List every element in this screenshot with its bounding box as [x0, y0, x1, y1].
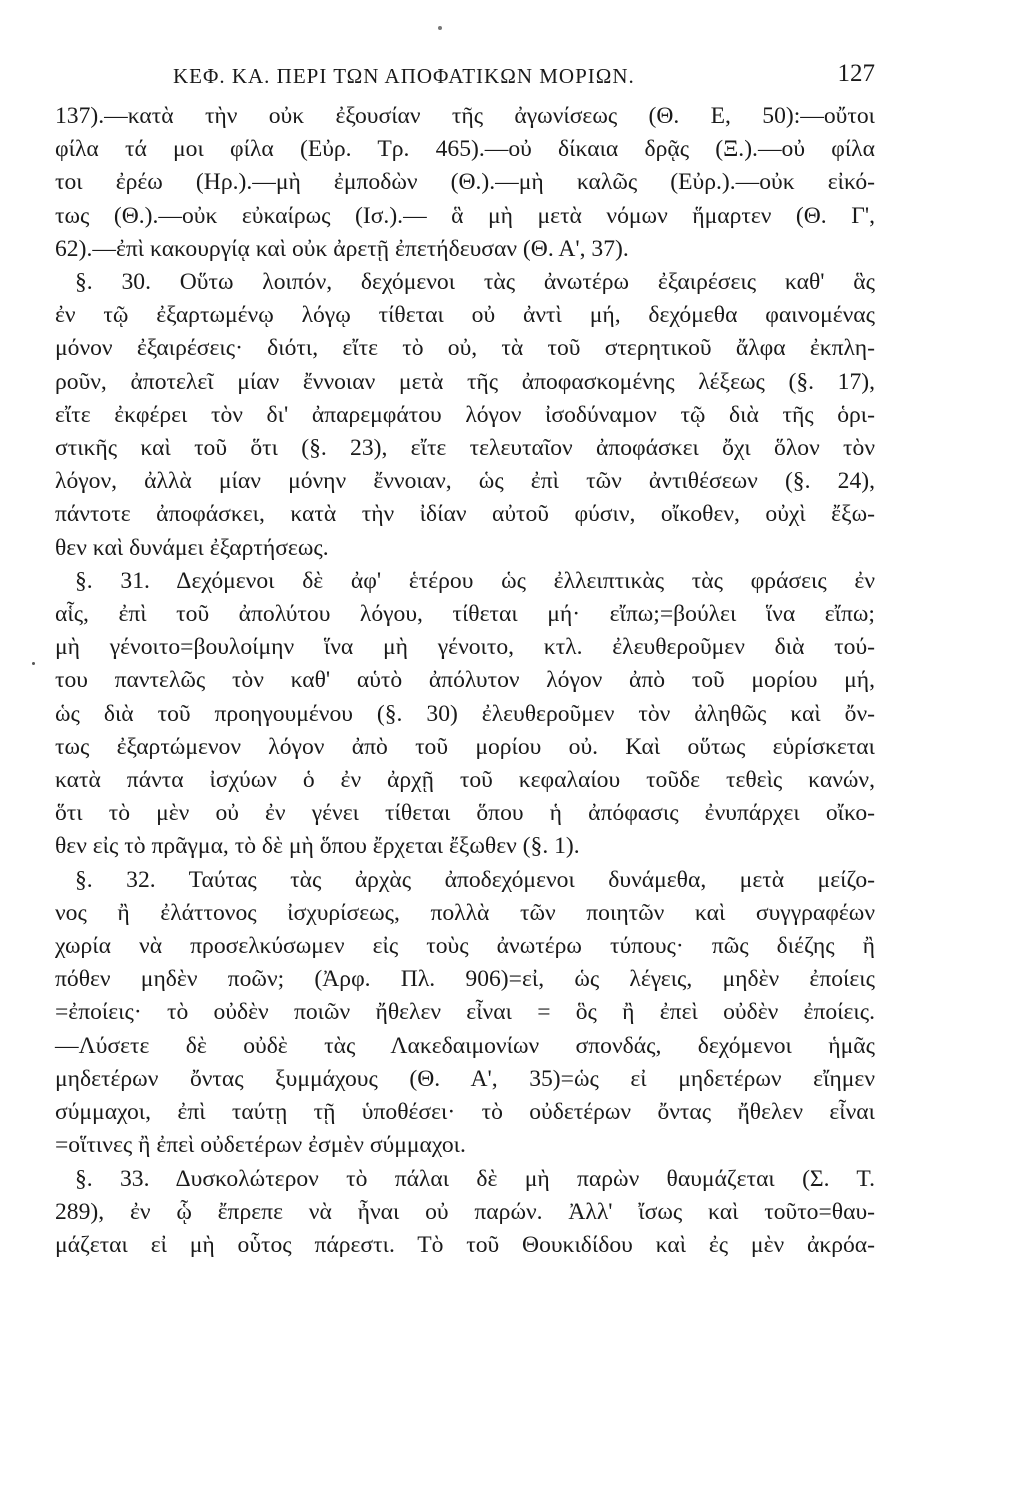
paragraph-start-33: §. 33. Δυσκολώτερον τὸ πάλαι δὲ μὴ παρὼν θαυμάζεται (Σ. Τ.: [75, 1165, 875, 1192]
text-line: πάντοτε ἀποφάσκει, κατὰ τὴν ἰδίαν αὐτοῦ φύσιν, οἴκοθεν, οὐχὶ ἔξω-: [55, 501, 875, 528]
margin-mark: [32, 662, 35, 665]
text-line: =οἵτινες ἢ ἐπεὶ οὐδετέρων ἐσμὲν σύμμαχοι.: [55, 1132, 466, 1159]
text-line: κατὰ πάντα ἰσχύων ὁ ἐν ἀρχῇ τοῦ κεφαλαίου τοῦδε τεθεὶς κανών,: [55, 767, 875, 794]
text-line: αἷς, ἐπὶ τοῦ ἀπολύτου λόγου, τίθεται μή· εἴπω;=βούλει ἵνα εἴπω;: [55, 601, 875, 628]
text-line: του παντελῶς τὸν καθ' αὑτὸ ἀπόλυτον λόγον ἀπὸ τοῦ μορίου μή,: [55, 667, 875, 694]
text-line: 289), ἐν ᾧ ἔπρεπε νὰ ἦναι οὐ παρών. Ἀλλ' ἴσως καὶ τοῦτο=θαυ-: [55, 1198, 875, 1225]
text-line: —Λύσετε δὲ οὐδὲ τὰς Λακεδαιμονίων σπονδάς, δεχόμενοι ἡμᾶς: [55, 1032, 875, 1059]
text-line: λόγον, ἀλλὰ μίαν μόνην ἔννοιαν, ὡς ἐπὶ τῶν ἀντιθέσεων (§. 24),: [55, 468, 875, 495]
text-line: φίλα τά μοι φίλα (Εὐρ. Τρ. 465).—οὐ δίκαια δρᾷς (Ξ.).—οὐ φίλα: [55, 136, 875, 163]
text-line: ροῦν, ἀποτελεῖ μίαν ἔννοιαν μετὰ τῆς ἀποφασκομένης λέξεως (§. 17),: [55, 368, 875, 395]
book-page: [55, 60, 875, 1262]
running-head: [55, 60, 875, 100]
text-line: εἴτε ἐκφέρει τὸν δι' ἀπαρεμφάτου λόγον ἰσοδύναμον τῷ διὰ τῆς ὁρι-: [55, 401, 875, 428]
paragraph-start-31: §. 31. Δεχόμενοι δὲ ἀφ' ἑτέρου ὡς ἐλλειπτικὰς τὰς φράσεις ἐν: [75, 567, 875, 594]
text-line: 62).—ἐπὶ κακουργίᾳ καὶ οὐκ ἀρετῇ ἐπετήδευσαν (Θ. Α', 37).: [55, 235, 629, 262]
text-line: στικῆς καὶ τοῦ ὅτι (§. 23), εἴτε τελευταῖον ἀποφάσκει ὄχι ὅλον τὸν: [55, 435, 875, 462]
text-line: μόνον ἐξαιρέσεις· διότι, εἴτε τὸ οὐ, τὰ τοῦ στερητικοῦ ἄλφα ἐκπλη-: [55, 335, 875, 362]
text-line: σύμμαχοι, ἐπὶ ταύτῃ τῇ ὑποθέσει· τὸ οὐδετέρων ὄντας ἤθελεν εἶναι: [55, 1099, 875, 1126]
text-line: μηδετέρων ὄντας ξυμμάχους (Θ. Α', 35)=ὡς εἰ μηδετέρων εἴημεν: [55, 1065, 875, 1092]
text-line: θεν καὶ δυνάμει ἐξαρτήσεως.: [55, 534, 329, 561]
text-line: θεν εἰς τὸ πρᾶγμα, τὸ δὲ μὴ ὅπου ἔρχεται ἔξωθεν (§. 1).: [55, 833, 580, 860]
text-line: μὴ γένοιτο=βουλοίμην ἵνα μὴ γένοιτο, κτλ. ἐλευθεροῦμεν διὰ τού-: [55, 634, 875, 661]
text-line: ὡς διὰ τοῦ προηγουμένου (§. 30) ἐλευθεροῦμεν τὸν ἀληθῶς καὶ ὄν-: [55, 700, 875, 727]
text-line: τοι ἐρέω (Ηρ.).—μὴ ἐμποδὼν (Θ.).—μὴ καλῶς (Εὐρ.).—οὐκ εἰκό-: [55, 169, 875, 196]
paragraph-start-30: §. 30. Οὕτω λοιπόν, δεχόμενοι τὰς ἀνωτέρω ἐξαιρέσεις καθ' ἃς: [75, 269, 875, 296]
text-line: πόθεν μηδὲν ποῶν; (Ἀρφ. Πλ. 906)=εἰ, ὡς λέγεις, μηδὲν ἐποίεις: [55, 966, 875, 993]
text-line: χωρία νὰ προσελκύσωμεν εἰς τοὺς ἀνωτέρω τύπους· πῶς διέζης ἢ: [55, 933, 875, 960]
text-line: τως ἐξαρτώμενον λόγον ἀπὸ τοῦ μορίου οὐ. Καὶ οὕτως εὑρίσκεται: [55, 733, 875, 760]
text-line: νος ἢ ἐλάττονος ἰσχυρίσεως, πολλὰ τῶν ποιητῶν καὶ συγγραφέων: [55, 899, 875, 926]
paragraph-start-32: §. 32. Ταύτας τὰς ἀρχὰς ἀποδεχόμενοι δυνάμεθα, μετὰ μείζο-: [75, 866, 875, 893]
text-line: =ἐποίεις· τὸ οὐδὲν ποιῶν ἤθελεν εἶναι = ὃς ἢ ἐπεὶ οὐδὲν ἐποίεις.: [55, 999, 875, 1026]
print-speck: [438, 26, 442, 30]
text-line: ὅτι τὸ μὲν οὐ ἐν γένει τίθεται ὅπου ἡ ἀπόφασις ἐνυπάρχει οἴκο-: [55, 800, 875, 827]
text-line: μάζεται εἰ μὴ οὗτος πάρεστι. Τὸ τοῦ Θουκιδίδου καὶ ἐς μὲν ἀκρόα-: [55, 1231, 875, 1258]
text-line: τως (Θ.).—οὐκ εὐκαίρως (Ισ.).— ἃ μὴ μετὰ νόμων ἥμαρτεν (Θ. Γ',: [55, 202, 875, 229]
page-number: 127: [837, 60, 875, 87]
text-line: ἐν τῷ ἐξαρτωμένῳ λόγῳ τίθεται οὐ ἀντὶ μή, δεχόμεθα φαινομένας: [55, 302, 875, 329]
body-text: [55, 100, 875, 1262]
chapter-title: ΚΕΦ. ΚΑ. ΠΕΡΙ ΤΩΝ ΑΠΟΦΑΤΙΚΩΝ ΜΟΡΙΩΝ.: [173, 64, 635, 88]
text-line: 137).—κατὰ τὴν οὐκ ἐξουσίαν τῆς ἀγωνίσεως (Θ. Ε, 50):—οὔτοι: [55, 103, 875, 129]
